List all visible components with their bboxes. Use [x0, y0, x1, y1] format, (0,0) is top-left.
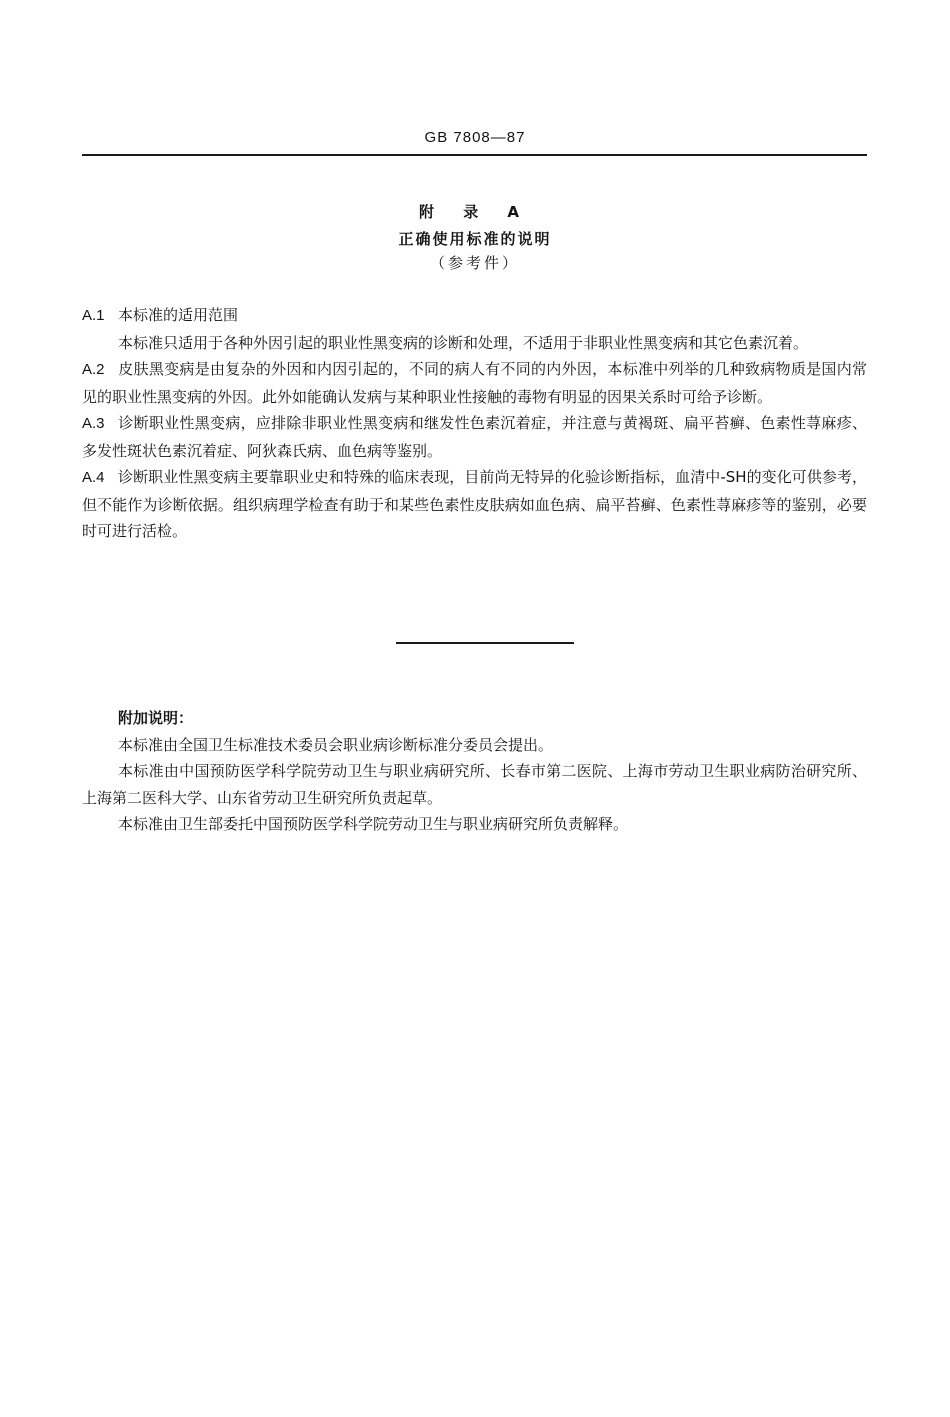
section-paragraph-a2 [82, 356, 867, 410]
section-paragraph-a1: 本标准只适用于各种外因引起的职业性黑变病的诊断和处理，不适用于非职业性黑变病和其它色素沉着。 [118, 333, 809, 352]
additional-note-item: 本标准由卫生部委托中国预防医学科学院劳动卫生与职业病研究所负责解释。 [118, 815, 629, 833]
additional-note-item: 本标准由全国卫生标准技术委员会职业病诊断标准分委员会提出。 [118, 735, 554, 754]
section-heading-a1 [82, 302, 867, 330]
section-text: 皮肤黑变病是由复杂的外因和内因引起的，不同的病人有不同的内外因，本标准中列举的几种致病物质是国内常见的职业性黑变病的外因。此外如能确认发病与某种职业性接触的毒物有明显的因果关系时可给予诊断。 [82, 360, 867, 406]
section-heading: 本标准的适用范围 [118, 306, 239, 324]
section-text: 诊断职业性黑变病，应排除非职业性黑变病和继发性色素沉着症，并注意与黄褐斑、扁平苔癣、色素性荨麻疹、多发性斑状色素沉着症、阿狄森氏病、血色病等鉴别。 [82, 414, 867, 460]
standard-code: GB 7808—87 [424, 129, 526, 146]
section-divider [396, 642, 574, 644]
additional-notes [82, 705, 867, 838]
additional-note-item: 本标准由中国预防医学科学院劳动卫生与职业病研究所、长春市第二医院、上海市劳动卫生职业病防治研究所、上海第二医科大学、山东省劳动卫生研究所负责起草。 [82, 762, 867, 807]
section-number: A.1 [82, 307, 105, 324]
appendix-subtitle: 正确使用标准的说明 [398, 230, 552, 248]
appendix-title: 附 录 A [418, 203, 532, 221]
section-number: A.4 [82, 469, 105, 486]
appendix-sections [82, 302, 867, 545]
section-number: A.3 [82, 415, 105, 432]
section-paragraph-a3 [82, 410, 867, 464]
appendix-note: （参考件） [429, 254, 520, 272]
header-rule [82, 154, 867, 156]
section-number: A.2 [82, 361, 105, 378]
section-paragraph-a4 [82, 464, 867, 545]
additional-notes-heading: 附加说明： [118, 709, 194, 727]
section-text: 诊断职业性黑变病主要靠职业史和特殊的临床表现，目前尚无特异的化验诊断指标，血清中-SH的变化可供参考，但不能作为诊断依据。组织病理学检查有助于和某些色素性皮肤病如血色病、扁平苔癣、色素性荨麻疹等的鉴别，必要时可进行活检。 [82, 468, 867, 540]
